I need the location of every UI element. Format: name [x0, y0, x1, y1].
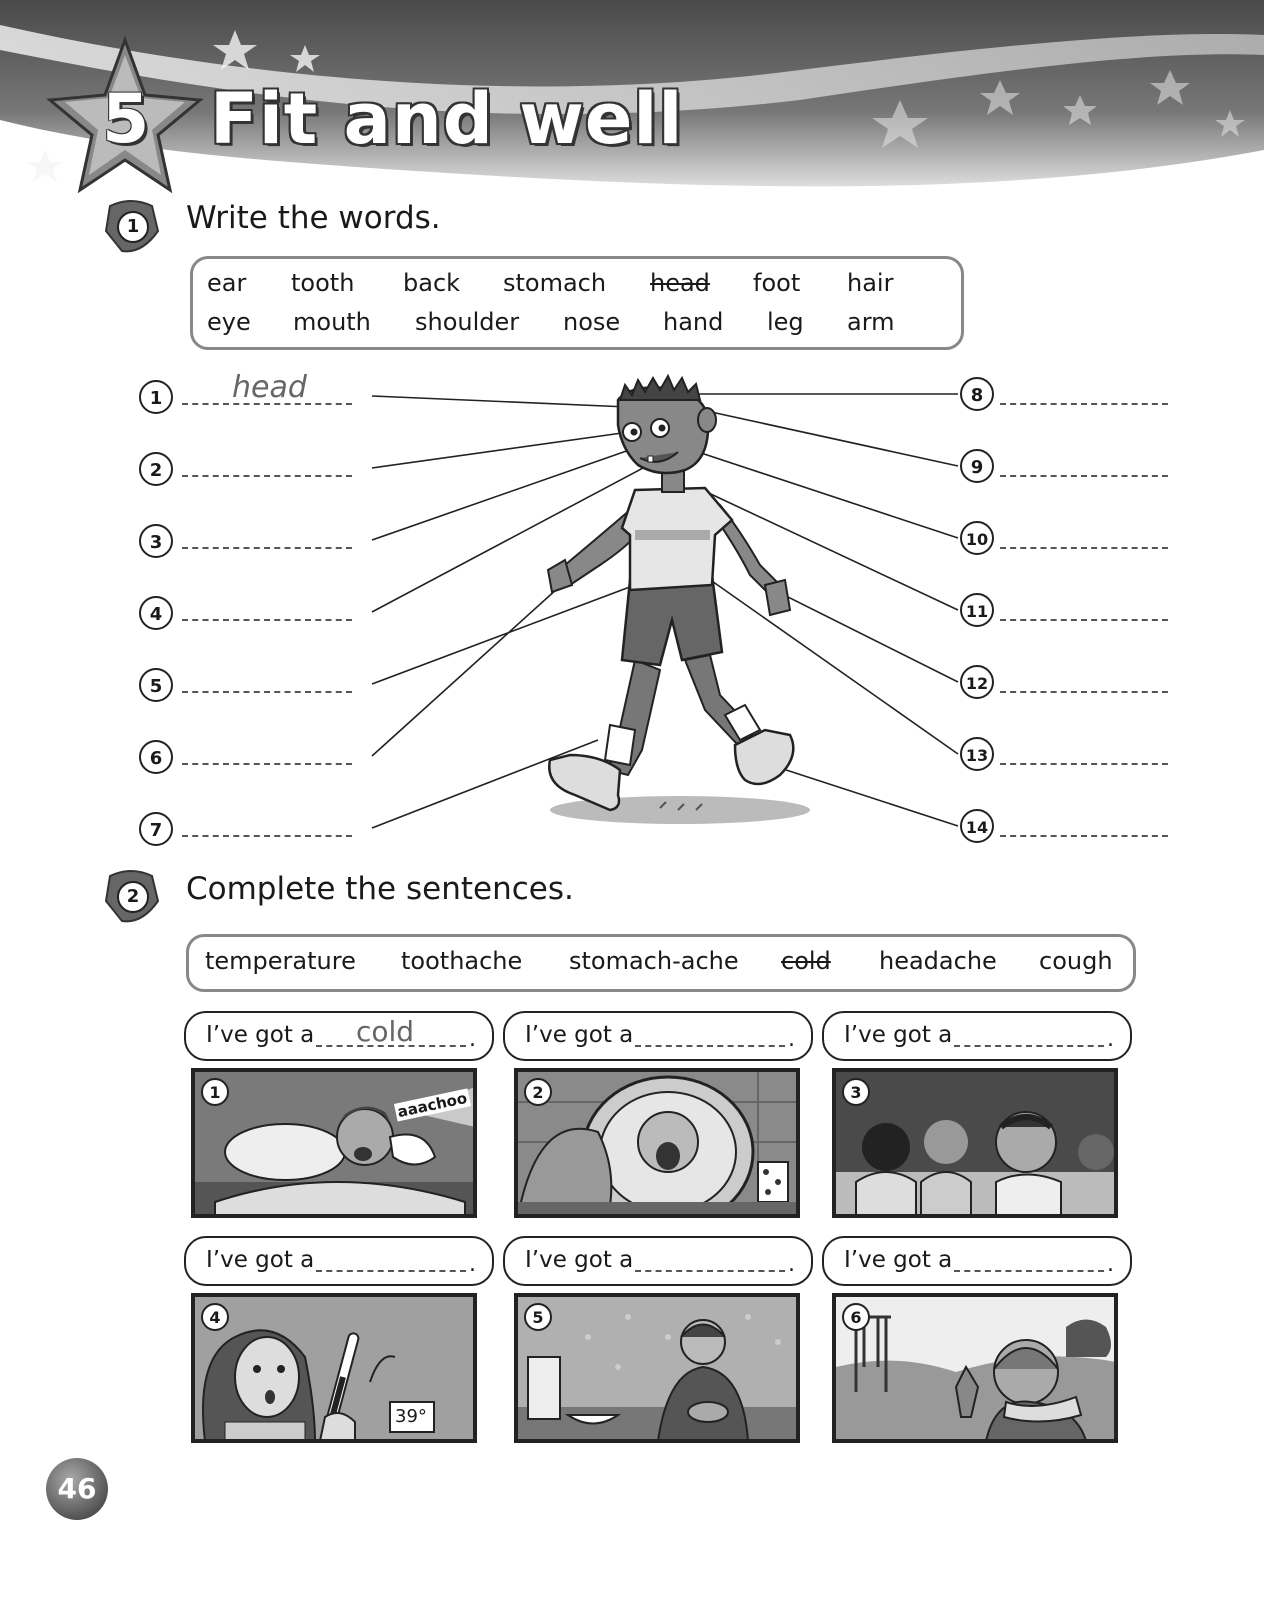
word-bank-item-crossed: head [650, 269, 710, 297]
answer-blank[interactable] [635, 1270, 785, 1272]
label-number: 1 [139, 380, 173, 414]
word-bank-item: leg [767, 308, 804, 336]
answer-line[interactable] [182, 475, 352, 477]
picture-panel [191, 1293, 477, 1443]
answer-line[interactable] [182, 619, 352, 621]
label-number: 14 [960, 809, 994, 843]
word-bank-item: nose [563, 308, 621, 336]
word-bank-item: eye [207, 308, 251, 336]
word-bank-item: ear [207, 269, 247, 297]
label-number: 4 [139, 596, 173, 630]
word-bank-item: temperature [205, 947, 356, 975]
picture-panel [832, 1068, 1118, 1218]
answer-blank[interactable] [954, 1270, 1104, 1272]
word-bank-item: stomach-ache [569, 947, 739, 975]
picture-panel [514, 1068, 800, 1218]
answer-line[interactable] [182, 763, 352, 765]
label-number: 2 [139, 452, 173, 486]
label-number: 13 [960, 737, 994, 771]
label-number: 11 [960, 593, 994, 627]
answer-line[interactable] [1000, 763, 1168, 765]
sentence-prefix: I’ve got a [525, 1247, 634, 1273]
panel-number: 1 [201, 1078, 229, 1106]
picture-panel [191, 1068, 477, 1218]
word-bank-item: cough [1039, 947, 1113, 975]
exercise-2-number: 2 [117, 881, 149, 913]
answer-line[interactable] [1000, 619, 1168, 621]
exercise-1-number: 1 [117, 211, 149, 243]
word-bank-item: mouth [293, 308, 371, 336]
answer-line[interactable] [1000, 691, 1168, 693]
answer-line[interactable] [1000, 403, 1168, 405]
label-number: 5 [139, 668, 173, 702]
answer-line[interactable] [1000, 475, 1168, 477]
speech-bubble [184, 1011, 494, 1061]
sentence-end: . [788, 1027, 795, 1052]
word-bank-item-crossed: cold [781, 947, 831, 975]
exercise-2-badge [102, 866, 160, 924]
example-answer: cold [356, 1015, 415, 1048]
thermometer-reading: 39° [395, 1406, 427, 1427]
boy-illustration [360, 370, 980, 840]
label-number: 8 [960, 377, 994, 411]
word-bank-item: hand [663, 308, 724, 336]
exercise-1-title: Write the words. [186, 200, 441, 236]
exercise-1-badge [102, 196, 160, 254]
exercise-2-title: Complete the sentences. [186, 871, 574, 907]
sentence-prefix: I’ve got a [844, 1022, 953, 1048]
speech-bubble [503, 1011, 813, 1061]
panel-number: 6 [842, 1303, 870, 1331]
word-bank-item: arm [847, 308, 895, 336]
sentence-end: . [469, 1252, 476, 1277]
answer-blank[interactable] [954, 1045, 1104, 1047]
word-bank-item: hair [847, 269, 894, 297]
sneeze-text: aaachoo [395, 1088, 469, 1122]
label-number: 9 [960, 449, 994, 483]
word-bank-1 [190, 256, 964, 350]
sentence-prefix: I’ve got a [844, 1247, 953, 1273]
answer-line[interactable] [1000, 835, 1168, 837]
example-answer: head [232, 370, 307, 405]
speech-bubble [184, 1236, 494, 1286]
word-bank-item: shoulder [415, 308, 520, 336]
panel-number: 5 [524, 1303, 552, 1331]
answer-line[interactable] [1000, 547, 1168, 549]
label-number: 3 [139, 524, 173, 558]
speech-bubble [822, 1236, 1132, 1286]
answer-line[interactable] [182, 691, 352, 693]
sentence-prefix: I’ve got a [525, 1022, 634, 1048]
unit-title: Fit and well [210, 78, 684, 160]
picture-panel [514, 1293, 800, 1443]
answer-line[interactable] [182, 547, 352, 549]
word-bank-item: headache [879, 947, 997, 975]
panel-number: 2 [524, 1078, 552, 1106]
label-number: 6 [139, 740, 173, 774]
answer-blank[interactable] [316, 1270, 466, 1272]
word-bank-item: tooth [291, 269, 355, 297]
word-bank-item: back [403, 269, 461, 297]
answer-blank[interactable] [635, 1045, 785, 1047]
panel-number: 4 [201, 1303, 229, 1331]
sentence-end: . [788, 1252, 795, 1277]
picture-panel [832, 1293, 1118, 1443]
word-bank-item: stomach [503, 269, 607, 297]
sentence-prefix: I’ve got a [206, 1247, 315, 1273]
speech-bubble [822, 1011, 1132, 1061]
sentence-prefix: I’ve got a [206, 1022, 315, 1048]
word-bank-item: foot [753, 269, 801, 297]
speech-bubble [503, 1236, 813, 1286]
unit-number: 5 [102, 80, 150, 159]
panel-number: 3 [842, 1078, 870, 1106]
label-number: 7 [139, 812, 173, 846]
page-number: 46 [46, 1458, 108, 1520]
word-bank-2 [186, 934, 1136, 992]
sentence-end: . [1107, 1252, 1114, 1277]
sentence-end: . [1107, 1027, 1114, 1052]
label-number: 10 [960, 521, 994, 555]
label-number: 12 [960, 665, 994, 699]
answer-line[interactable] [182, 835, 352, 837]
sentence-end: . [469, 1027, 476, 1052]
word-bank-item: toothache [401, 947, 523, 975]
